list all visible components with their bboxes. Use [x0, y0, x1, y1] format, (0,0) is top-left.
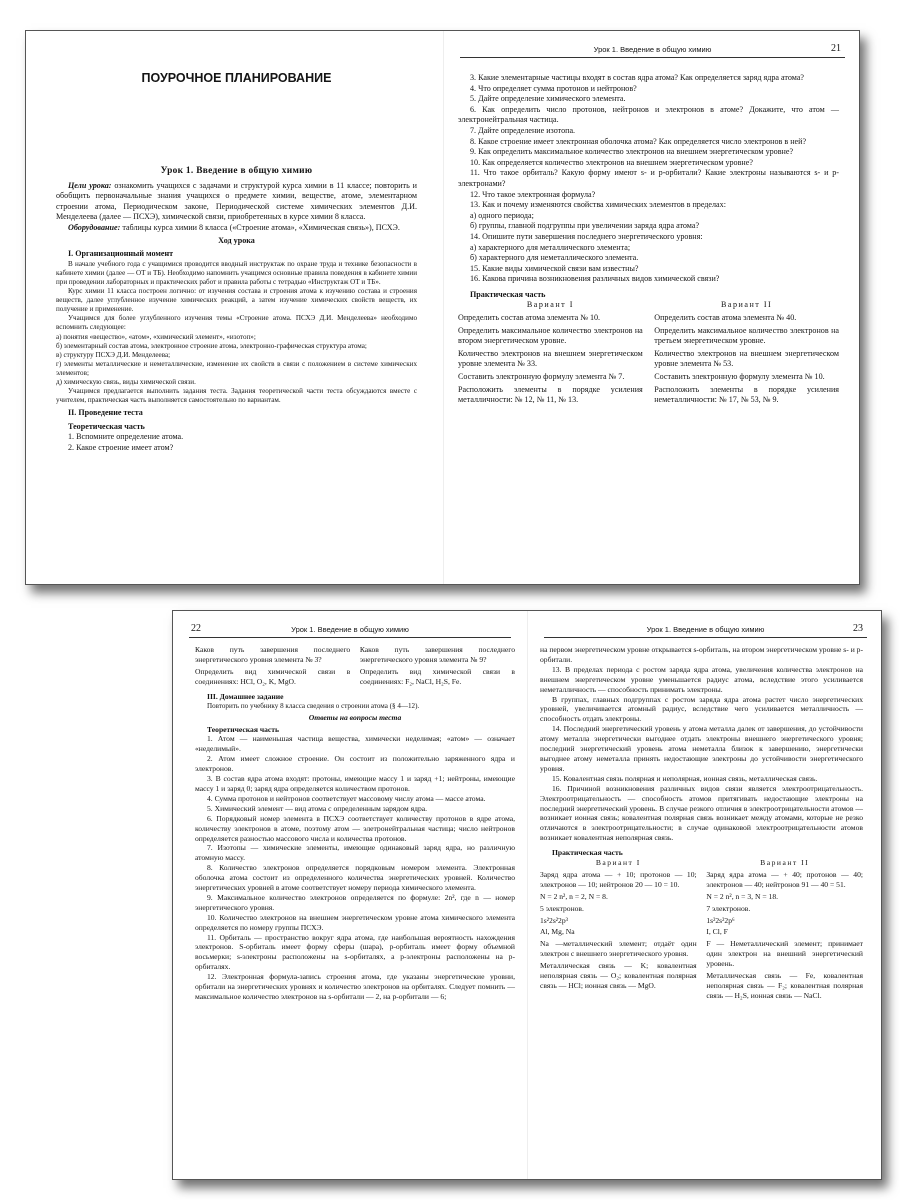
question: а) характерного для металлического элемента; [470, 242, 631, 252]
answer: 6. Порядковый номер элемента в ПСХЭ соответствует количеству протонов в ядре атома, количеству электронов в атоме, поэтому атом — элетронейтральная частица; число нейтронов определяется разностью массового числа и количества протонов. [195, 813, 515, 843]
answer-item: 7 электронов. [706, 903, 751, 913]
task: Расположить элементы в порядке усиления неметалличности: № 17, № 53, № 9. [654, 384, 839, 405]
question: 9. Как определить максимальное количество электронов на внешнем энергетическом уровне? [470, 147, 794, 157]
equipment-label: Оборудование: [68, 222, 121, 232]
answer: В группах, главных подгруппах с ростом заряда ядра атома растет число энергетических уровней, увеличивается атомный радиус, вследствие чего усиливается металличность — способность отдать электроны. [540, 694, 863, 724]
question: 16. Какова причина возникновения различных видов химической связи? [470, 274, 720, 284]
answer: 16. Причиной возникновения различных видов связи является электроотрицательность. Электроотрицательность — способность атомов притягивать недостающие электроны на последний энергетический уровень. В случае резкого отличия в электроотрицательности атомов — возникает ионная связь; ковалентная полярная связь возникает между атомами, которые не резко отличаются в электроотрицательности; в случае одинаковой электроотрицательности атомов возникает ковалентная неполярная связь. [540, 783, 863, 843]
running-head [544, 625, 867, 638]
question: 12. Что такое электронная формула? [470, 189, 596, 199]
practice-heading: Практическая часть [470, 289, 546, 299]
answer: 8. Количество электронов определяется порядковым номером элемента. Электронная оболочка атома состоит из определенного количества энергетических уровней. Количество энергетических уровней в атоме соответствует номеру периода химического элемента. [195, 863, 515, 893]
answer: на первом энергетическом уровне открывается s-орбиталь, на втором энергетическом уровне s- и p-орбитали. [540, 645, 863, 664]
question: 1. Вспомните определение атома. [68, 432, 184, 442]
question: 15. Какие виды химической связи вам известны? [470, 263, 639, 273]
goals-text: ознакомить учащихся с задачами и структурой курса химии в 11 классе; повторить и обобщить первоначальные знания учащихся о предмете химии, веществе, атоме, элементарном строении атома, Периодическом законе, Периодической системе химических элементов Д.И. Менделеева (далее — ПСХЭ), химической связи, приобретенных в курсе химии 8 класса. [56, 180, 417, 222]
page-number: 22 [191, 623, 201, 634]
answer-item: Металлическая связь — K; ковалентная неполярная связь — O₂; ковалентная полярная связь — HCl; ионная связь — MgO. [540, 961, 697, 990]
goals-label: Цели урока: [68, 180, 112, 190]
running-head [189, 625, 511, 638]
page-number: 21 [831, 43, 841, 54]
running-head [460, 45, 845, 58]
task: Количество электронов на внешнем энергетическом уровне элемента № 33. [458, 348, 643, 369]
task: Составить электронную формулу элемента № 10. [654, 372, 825, 382]
paragraph: Учащимся предлагается выполнить задания теста. Задания теоретической части теста обсуждаются вместе с учителем, практическая часть выполняется самостоятельно по вариантам. [56, 387, 417, 405]
answer-item: 1s²2s²2p³ [540, 915, 568, 925]
variant-2-column [360, 645, 515, 689]
variant-2-column [706, 858, 863, 1003]
question: 13. Как и почему изменяются свойства химических элементов в пределах: [470, 200, 726, 210]
task: Определить вид химической связи в соединениях: F₂, NaCl, H₂S, Fe. [359, 666, 515, 686]
question: б) группы, главной подгруппы при увеличении заряда ядра атома? [470, 221, 700, 231]
theory-heading: Теоретическая часть [68, 421, 145, 431]
variant-1-column [195, 645, 350, 689]
variant-1-heading: Вариант I [526, 300, 574, 310]
theory-heading: Теоретическая часть [207, 724, 280, 734]
task: Составить электронную формулу элемента № 7. [458, 372, 625, 382]
answer-item: 5 электронов. [540, 903, 584, 913]
list-item: б) элементарный состав атома, электронное строение атома, электронно-графическая структура атома; [56, 341, 367, 350]
task: Определить вид химической связи в соединениях: HCl, O₂, K, MgO. [195, 666, 351, 686]
task: Расположить элементы в порядке усиления металличности: № 12, № 11, № 13. [458, 384, 643, 405]
answer-item: N = 2 n², n = 2, N = 8. [540, 891, 608, 901]
question: 14. Опишите пути завершения последнего энергетического уровня: [470, 231, 703, 241]
task: Определить состав атома элемента № 40. [654, 313, 797, 323]
page-22 [173, 611, 528, 1179]
answer: 12. Электронная формула-запись строения атома, где указаны энергетические уровни, орбитали на энергетических уровнях и количество электронов на орбиталях. Следует помнить — максимальное количество электронов на s-орбитали — 2, на p-орбитали — 6; [195, 972, 515, 1001]
task: Количество электронов на внешнем энергетическом уровне элемента № 53. [654, 348, 839, 369]
section-1-heading: I. Организационный момент [68, 249, 174, 259]
task: Определить состав атома элемента № 10. [458, 313, 601, 323]
question: 6. Как определить число протонов, нейтронов и электронов в атоме? Докажите, что атом — электронейтральная частица. [458, 104, 839, 125]
book-spread-pages-20-21 [25, 30, 860, 585]
task: Определить максимальное количество электронов на втором энергетическом уровне. [458, 325, 643, 346]
answer-item: I, Cl, F [706, 927, 728, 937]
variant-2-column [654, 300, 839, 407]
answer: 9. Максимальное количество электронов определяется по формуле: 2n², где n — номер энергетического уровня. [195, 892, 515, 912]
answer-item: N = 2 n², n = 3, N = 18. [706, 891, 779, 901]
homework-heading: III. Домашнее задание [207, 691, 284, 701]
answer: 4. Сумма протонов и нейтронов соответствует массовому числу атома — массе атома. [207, 793, 486, 803]
task: Каков путь завершения последнего энергетического уровня элемента № 9? [359, 645, 515, 664]
answer: 11. Орбиталь — пространство вокруг ядра атома, где наибольшая вероятность нахождения электронов. S-орбиталь имеет форму сферы (шара), p-орбиталь имеет форму объемной восьмерки; s-электроны расположены на s-орбиталях, а p-электроны расположены на p-орбиталях. [195, 932, 515, 972]
task: Каков путь завершения последнего энергетического уровня элемента № 3? [195, 645, 351, 664]
question: 5. Дайте определение химического элемента. [470, 94, 626, 104]
paragraph: Учащимся для более углубленного изучения темы «Строение атома. ПСХЭ Д.И. Менделеева» необходимо вспомнить следующее: [56, 314, 417, 332]
answers-heading: Ответы на вопросы теста [308, 712, 402, 722]
variants-answers-table [540, 858, 863, 1003]
answer: 2. Атом имеет сложное строение. Он состоит из положительно заряженного ядра и электронов. [195, 754, 515, 774]
answer: 3. В состав ядра атома входят: протоны, имеющие массу 1 и заряд +1; нейтроны, имеющие массу 1 и заряд 0; заряд ядра определяется количеством протонов. [195, 774, 515, 793]
answer-item: Na —металлический элемент; отдаёт один электрон с внешнего энергетического уровня. [540, 939, 697, 959]
lesson-title: Урок 1. Введение в общую химию [160, 166, 313, 176]
page-23 [528, 611, 882, 1179]
lesson-course-heading: Ход урока [218, 235, 255, 245]
running-head-title: Урок 1. Введение в общую химию [593, 45, 712, 54]
variant-2-heading: Вариант II [720, 300, 773, 310]
page-20 [26, 31, 444, 584]
variant-1-heading: Вариант I [595, 858, 641, 868]
answer-item: Al, Mg, Na [540, 927, 575, 937]
answer: 1. Атом — наименьшая частица вещества, химически неделимая; «атом» — означает «неделимый». [195, 734, 515, 754]
variants-table [458, 300, 839, 407]
answer-item: Заряд ядра атома — + 10; протонов — 10; электронов — 10; нейтронов 20 — 10 = 10. [540, 869, 697, 889]
answer: 10. Количество электронов на внешнем энергетическом уровне атома химического элемента определяется по номеру группы ПСХЭ. [195, 912, 515, 932]
question: 3. Какие элементарные частицы входят в состав ядра атома? Как определяется заряд ядра атома? [470, 73, 805, 82]
running-head-title: Урок 1. Введение в общую химию [646, 625, 765, 634]
section-2-heading: II. Проведение теста [68, 408, 143, 418]
homework-text: Повторить по учебнику 8 класса сведения о строении атома (§ 4—12). [207, 701, 420, 710]
answer-item: Заряд ядра атома — + 40; протонов — 40; электронов — 40; нейтронов 91 — 40 = 51. [706, 869, 863, 889]
question: 2. Какое строение имеет атом? [68, 443, 174, 453]
task: Определить максимальное количество электронов на третьем энергетическом уровне. [654, 325, 839, 346]
variant-1-column [458, 300, 643, 407]
list-item: г) элементы металлические и неметаллические, изменение их свойств в связи с положением в системе химических элементов; [56, 359, 417, 377]
page-number: 23 [853, 623, 863, 634]
question: а) одного периода; [470, 210, 534, 220]
equipment-text: таблицы курса химии 8 класса («Строение атома», «Химическая связь»), ПСХЭ. [120, 222, 400, 232]
paragraph: В начале учебного года с учащимися проводится вводный инструктаж по охране труда и технике безопасности в кабинете химии (далее — ОТ и ТБ). Необходимо напомнить учащимся основные правила поведения в кабинете химии при проведении лабораторных и практических работ и правила работы с тетрадью «Инструктаж ОТ и ТБ». [56, 259, 417, 286]
question: б) характерного для неметаллического элемента. [470, 253, 639, 263]
question: 11. Что такое орбиталь? Какую форму имеют s- и p-орбитали? Какие электроны называются s- и p-электронами? [458, 168, 839, 188]
book-spread-pages-22-23 [172, 610, 882, 1180]
variant-2-heading: Вариант II [760, 858, 810, 868]
practice-heading: Практическая часть [552, 848, 623, 858]
paragraph: Курс химии 11 класса построен логично: от изучения состава и строения атома к изучению состава и строения веществ, далее углубленное изучение химических реакций, а затем изучение химических свойств веществ, их получение и применение. [56, 287, 417, 314]
answer: 7. Изотопы — химические элементы, имеющие одинаковый заряд ядра, но различную атомную массу. [195, 843, 515, 863]
list-item: в) структуру ПСХЭ Д.И. Менделеева; [56, 350, 171, 359]
variants-table-continued [195, 645, 515, 689]
answer-item: F — Неметаллический элемент; принимает один электрон на внешний энергетический уровень. [706, 939, 863, 969]
answer: 15. Ковалентная связь полярная и неполярная, ионная связь, металлическая связь. [552, 773, 818, 783]
running-head-title: Урок 1. Введение в общую химию [291, 625, 409, 634]
main-title: ПОУРОЧНОЕ ПЛАНИРОВАНИЕ [141, 71, 332, 85]
answer: 13. В пределах периода с ростом заряда ядра атома, увеличения количества электронов на внешнем энергетическом уровне уменьшается радиус атома, вследствие этого усиливается неметалличность — способность принимать электроны. [540, 664, 863, 694]
answer: 14. Последний энергетический уровень у атома металла далек от завершения, до устойчивости атому металла энергетически выгоднее отдать электроны внешнего энергетического уровня; последний энергетический уровень атома неметалла близок к завершению, энергетически выгоднее атому неметалла принять недостающие электроны до устойчивости энергетического уровня. [540, 724, 863, 773]
list-item: д) химическую связь, виды химической связи. [56, 377, 196, 386]
answer-item: 1s²2s²2p⁶ [706, 915, 735, 925]
answer-item: Металлическая связь — Fe, ковалентная неполярная связь — F₂; ковалентная полярная связь — H₂S, ионная связь — NaCl. [706, 971, 863, 1000]
list-item: а) понятия «вещество», «атом», «химический элемент», «изотоп»; [56, 332, 256, 341]
answer: 5. Химический элемент — вид атома с определенным зарядом ядра. [207, 803, 428, 813]
question: 4. Что определяет сумма протонов и нейтронов? [470, 83, 637, 93]
question: 8. Какое строение имеет электронная оболочка атома? Как определяется число электронов в ней? [470, 136, 807, 146]
variant-1-column [540, 858, 697, 1003]
question: 10. Как определяется количество электронов на внешнем энергетическом уровне? [470, 157, 753, 167]
question: 7. Дайте определение изотопа. [470, 125, 576, 135]
page-21 [444, 31, 860, 584]
